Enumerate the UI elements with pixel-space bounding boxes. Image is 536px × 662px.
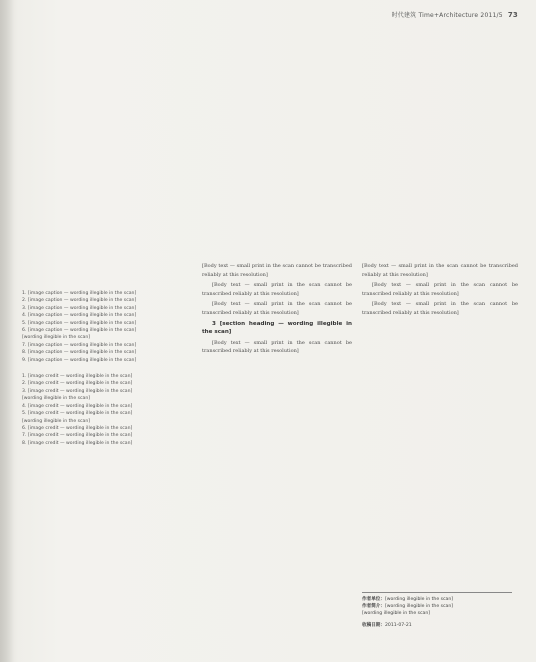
author-bio bbox=[362, 603, 512, 610]
caption-line: 7. [image caption — wording illegible in the scan] bbox=[22, 342, 137, 348]
credit-line: 5. [image credit — wording illegible in the scan] bbox=[22, 411, 133, 417]
article-column-right bbox=[362, 262, 518, 320]
author-affiliation bbox=[362, 596, 512, 603]
page-number: 73 bbox=[507, 11, 518, 19]
caption-line: 1. [image caption — wording illegible in the scan] bbox=[22, 291, 137, 296]
caption-group-titles bbox=[22, 290, 192, 364]
credit-line: 2. [image credit — wording illegible in the scan] bbox=[22, 381, 133, 387]
credit-line: 6. [image credit — wording illegible in the scan] bbox=[22, 425, 133, 431]
bio-value: [wording illegible in the scan] bbox=[384, 604, 454, 610]
affiliation-label: 作者单位： bbox=[362, 597, 385, 602]
body-paragraph: [Body text — small print in the scan cannot be transcribed reliably at this resolution] bbox=[202, 339, 352, 355]
caption-line: 8. [image caption — wording illegible in the scan] bbox=[22, 350, 137, 356]
credit-line: [wording illegible in the scan] bbox=[22, 418, 91, 424]
author-bio-continued: [wording illegible in the scan] bbox=[362, 611, 431, 617]
caption-line: 6. [image caption — wording illegible in the scan] bbox=[22, 328, 137, 334]
caption-line: 9. [image caption — wording illegible in the scan] bbox=[22, 357, 137, 363]
credit-line: 4. [image credit — wording illegible in the scan] bbox=[22, 403, 133, 409]
running-header bbox=[392, 10, 518, 19]
caption-line: 2. [image caption — wording illegible in the scan] bbox=[22, 298, 137, 304]
figure-captions bbox=[22, 290, 192, 456]
body-paragraph: [Body text — small print in the scan cannot be transcribed reliably at this resolution] bbox=[202, 301, 352, 316]
bio-label: 作者简介： bbox=[362, 604, 385, 610]
affiliation-value: [wording illegible in the scan] bbox=[384, 597, 454, 602]
caption-line: 4. [image caption — wording illegible in the scan] bbox=[22, 313, 137, 319]
section-heading: 3 [section heading — wording illegible in the scan] bbox=[202, 320, 352, 336]
caption-line: [wording illegible in the scan] bbox=[22, 335, 91, 341]
caption-line: 3. [image caption — wording illegible in the scan] bbox=[22, 305, 137, 311]
received-value: 2011-07-21 bbox=[384, 622, 412, 628]
body-paragraph: [Body text — small print in the scan cannot be transcribed reliably at this resolution] bbox=[202, 282, 352, 297]
caption-line: 5. [image caption — wording illegible in the scan] bbox=[22, 320, 137, 326]
received-date bbox=[362, 622, 512, 629]
body-paragraph: [Body text — small print in the scan cannot be transcribed reliably at this resolution] bbox=[362, 301, 518, 316]
credit-line: 8. [image credit — wording illegible in the scan] bbox=[22, 440, 133, 446]
received-label: 收稿日期： bbox=[362, 622, 385, 628]
article-column-middle bbox=[202, 262, 352, 358]
credit-line: 1. [image credit — wording illegible in the scan] bbox=[22, 374, 133, 380]
credit-line: 3. [image credit — wording illegible in the scan] bbox=[22, 388, 133, 394]
body-paragraph: [Body text — small print in the scan cannot be transcribed reliably at this resolution] bbox=[362, 263, 518, 278]
credit-line: [wording illegible in the scan] bbox=[22, 396, 91, 402]
author-info-box bbox=[362, 592, 512, 629]
body-paragraph: [Body text — small print in the scan cannot be transcribed reliably at this resolution] bbox=[202, 263, 352, 278]
page-gutter-shadow bbox=[0, 0, 14, 662]
body-paragraph: [Body text — small print in the scan cannot be transcribed reliably at this resolution] bbox=[362, 282, 518, 297]
journal-title: 时代建筑 Time+Architecture 2011/5 bbox=[391, 12, 503, 19]
caption-group-credits bbox=[22, 373, 192, 447]
credit-line: 7. [image credit — wording illegible in the scan] bbox=[22, 433, 133, 439]
